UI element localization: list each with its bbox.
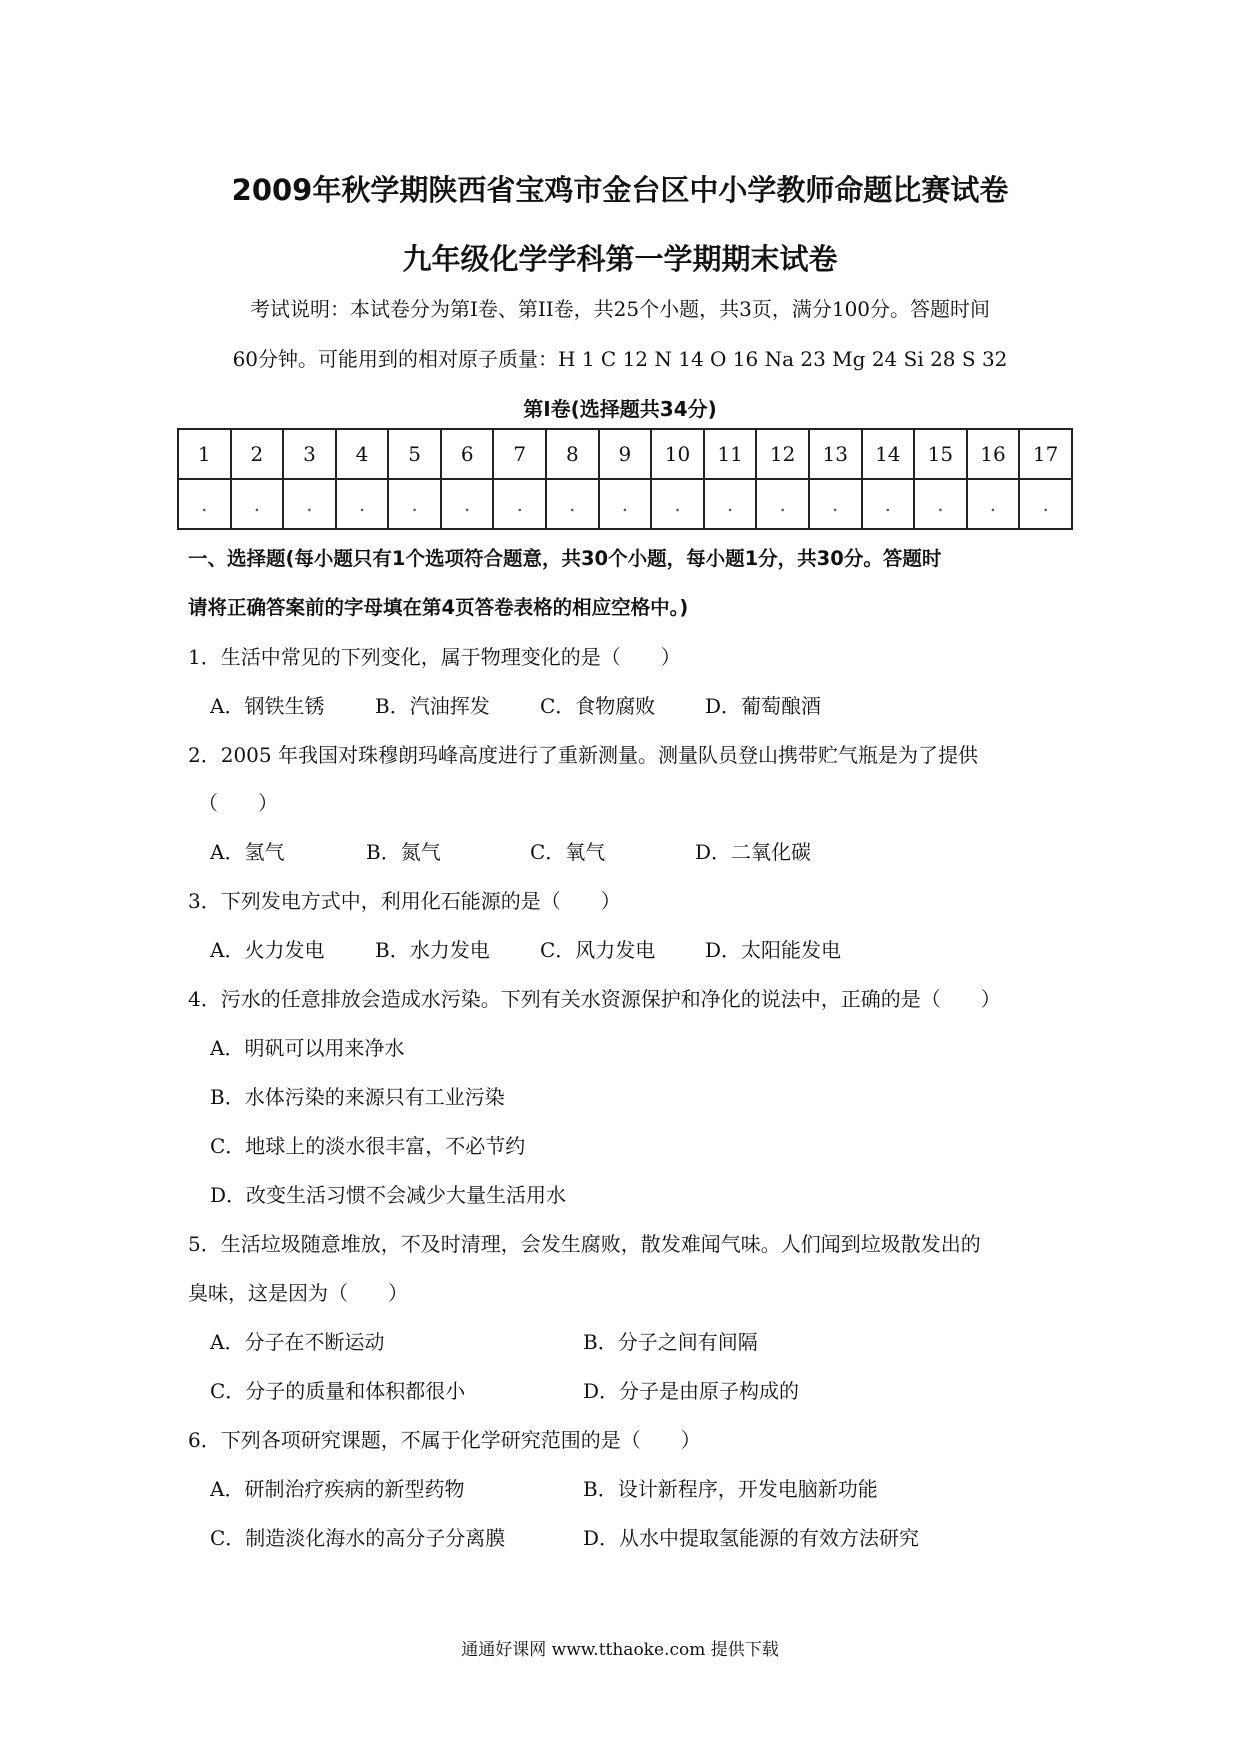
answer-number-cell: 12 bbox=[756, 429, 809, 479]
answer-number-cell: 7 bbox=[493, 429, 546, 479]
question-4-stem: 4．污水的任意排放会造成水污染。下列有关水资源保护和净化的说法中，正确的是（ ） bbox=[188, 987, 1001, 1011]
question-2-stem-cont: （ ） bbox=[198, 791, 278, 815]
answer-blank-cell: . bbox=[756, 479, 809, 529]
question-6-option-d: D．从水中提取氢能源的有效方法研究 bbox=[583, 1526, 920, 1550]
question-5-option-d: D．分子是由原子构成的 bbox=[583, 1379, 800, 1403]
question-6-stem: 6．下列各项研究课题，不属于化学研究范围的是（ ） bbox=[188, 1428, 701, 1452]
question-3-option-b: B．水力发电 bbox=[375, 938, 490, 962]
answer-table-blank-row bbox=[178, 479, 1072, 529]
question-2-option-c: C．氧气 bbox=[530, 840, 606, 864]
question-3-option-d: D．太阳能发电 bbox=[705, 938, 842, 962]
question-2-option-d: D．二氧化碳 bbox=[695, 840, 812, 864]
question-3-option-a: A．火力发电 bbox=[210, 938, 325, 962]
answer-blank-cell: . bbox=[336, 479, 389, 529]
answer-blank-cell: . bbox=[493, 479, 546, 529]
question-4-option-a: A．明矾可以用来净水 bbox=[210, 1036, 405, 1060]
question-4-option-c: C．地球上的淡水很丰富，不必节约 bbox=[210, 1134, 526, 1158]
answer-number-cell: 4 bbox=[336, 429, 389, 479]
question-5-stem: 5．生活垃圾随意堆放，不及时清理，会发生腐败，散发难闻气味。人们闻到垃圾散发出的 bbox=[188, 1232, 981, 1256]
answer-number-cell: 15 bbox=[914, 429, 967, 479]
answer-blank-cell: . bbox=[862, 479, 915, 529]
question-1-option-a: A．钢铁生锈 bbox=[210, 694, 325, 718]
answer-blank-cell: . bbox=[704, 479, 757, 529]
answer-table-number-row bbox=[178, 429, 1072, 479]
answer-number-cell: 14 bbox=[862, 429, 915, 479]
answer-number-cell: 11 bbox=[704, 429, 757, 479]
answer-blank-cell: . bbox=[1019, 479, 1072, 529]
question-5-stem-cont: 臭味，这是因为（ ） bbox=[188, 1281, 408, 1305]
answer-blank-cell: . bbox=[283, 479, 336, 529]
answer-blank-cell: . bbox=[546, 479, 599, 529]
question-3-option-c: C．风力发电 bbox=[540, 938, 656, 962]
answer-blank-cell: . bbox=[651, 479, 704, 529]
question-3-stem: 3．下列发电方式中，利用化石能源的是（ ） bbox=[188, 889, 621, 913]
answer-number-cell: 17 bbox=[1019, 429, 1072, 479]
answer-blank-cell: . bbox=[178, 479, 231, 529]
page-footer: 通通好课网 www.tthaoke.com 提供下载 bbox=[461, 1640, 779, 1660]
answer-number-cell: 10 bbox=[651, 429, 704, 479]
question-6-option-a: A．研制治疗疾病的新型药物 bbox=[210, 1477, 465, 1501]
answer-table bbox=[177, 428, 1073, 530]
question-1-option-c: C．食物腐败 bbox=[540, 694, 656, 718]
question-6-option-b: B．设计新程序，开发电脑新功能 bbox=[583, 1477, 878, 1501]
question-1-stem: 1．生活中常见的下列变化，属于物理变化的是（ ） bbox=[188, 645, 681, 669]
question-5-option-c: C．分子的质量和体积都很小 bbox=[210, 1379, 466, 1403]
answer-blank-cell: . bbox=[967, 479, 1020, 529]
answer-number-cell: 6 bbox=[441, 429, 494, 479]
question-4-option-b: B．水体污染的来源只有工业污染 bbox=[210, 1085, 505, 1109]
answer-number-cell: 13 bbox=[809, 429, 862, 479]
question-4-option-d: D．改变生活习惯不会减少大量生活用水 bbox=[210, 1183, 567, 1207]
answer-number-cell: 5 bbox=[388, 429, 441, 479]
question-1-option-d: D．葡萄酿酒 bbox=[705, 694, 822, 718]
answer-number-cell: 9 bbox=[599, 429, 652, 479]
question-2-option-b: B．氮气 bbox=[366, 840, 441, 864]
answer-number-cell: 8 bbox=[546, 429, 599, 479]
exam-title: 2009年秋学期陕西省宝鸡市金台区中小学教师命题比赛试卷 bbox=[231, 173, 1009, 207]
answer-number-cell: 2 bbox=[231, 429, 284, 479]
exam-instructions-line1: 考试说明：本试卷分为第Ⅰ卷、第II卷，共25个小题，共3页，满分100分。答题时间 bbox=[249, 297, 991, 321]
answer-number-cell: 16 bbox=[967, 429, 1020, 479]
answer-blank-cell: . bbox=[809, 479, 862, 529]
answer-blank-cell: . bbox=[388, 479, 441, 529]
part1-heading-line2: 请将正确答案前的字母填在第4页答卷表格的相应空格中。) bbox=[188, 596, 689, 619]
question-1-option-b: B．汽油挥发 bbox=[375, 694, 490, 718]
question-2-stem: 2．2005 年我国对珠穆朗玛峰高度进行了重新测量。测量队员登山携带贮气瓶是为了提供 bbox=[188, 743, 978, 767]
answer-blank-cell: . bbox=[441, 479, 494, 529]
answer-number-cell: 1 bbox=[178, 429, 231, 479]
answer-number-cell: 3 bbox=[283, 429, 336, 479]
answer-blank-cell: . bbox=[914, 479, 967, 529]
exam-subtitle: 九年级化学学科第一学期期末试卷 bbox=[402, 242, 838, 276]
section-label: 第Ⅰ卷(选择题共34分) bbox=[523, 397, 717, 421]
part1-heading-line1: 一、选择题(每小题只有1个选项符合题意，共30个小题，每小题1分，共30分。答题时 bbox=[188, 547, 942, 570]
exam-instructions-line2: 60分钟。可能用到的相对原子质量：H 1 C 12 N 14 O 16 Na 23 Mg 24 Si 28 S 32 bbox=[232, 347, 1008, 371]
question-6-option-c: C．制造淡化海水的高分子分离膜 bbox=[210, 1526, 506, 1550]
answer-blank-cell: . bbox=[599, 479, 652, 529]
question-2-option-a: A．氢气 bbox=[210, 840, 285, 864]
question-5-option-b: B．分子之间有间隔 bbox=[583, 1330, 758, 1354]
answer-blank-cell: . bbox=[231, 479, 284, 529]
question-5-option-a: A．分子在不断运动 bbox=[210, 1330, 385, 1354]
